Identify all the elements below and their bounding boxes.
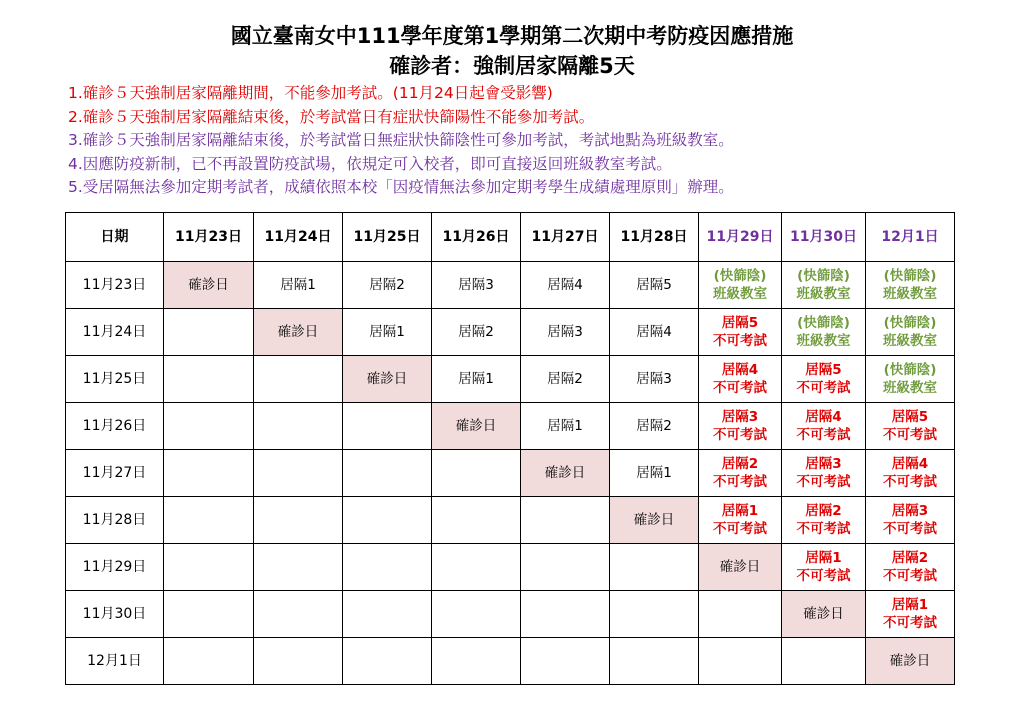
quarantine-day-cell: 居隔4: [610, 309, 699, 356]
empty-cell: [343, 638, 432, 685]
cell-status-line: 居隔5: [805, 362, 842, 378]
empty-cell: [164, 403, 254, 450]
table-corner-header: 日期: [66, 213, 164, 262]
empty-cell: [432, 450, 521, 497]
column-header: 11月26日: [432, 213, 521, 262]
cell-status-line: 居隔1: [805, 550, 842, 566]
empty-cell: [610, 638, 699, 685]
quarantine-day-cell: 居隔1: [521, 403, 610, 450]
cell-result-line: 不可考試: [713, 380, 767, 396]
column-header: 11月24日: [254, 213, 343, 262]
empty-cell: [432, 497, 521, 544]
cell-status-line: 居隔3: [721, 409, 759, 425]
empty-cell: [254, 497, 343, 544]
quarantine-day-cell: 居隔2: [432, 309, 521, 356]
cell-status-line: (快篩陰): [797, 268, 850, 284]
row-date-label: 11月30日: [66, 591, 164, 638]
column-header: 11月25日: [343, 213, 432, 262]
cell-result-line: 不可考試: [883, 521, 937, 537]
cell-status-line: 居隔2: [721, 456, 759, 472]
no-exam-cell: [866, 497, 955, 544]
empty-cell: [343, 497, 432, 544]
cell-result-line: 班級教室: [883, 333, 937, 349]
quarantine-day-cell: 居隔3: [521, 309, 610, 356]
diagnosis-day-cell: 確診日: [343, 356, 432, 403]
notes-list: [68, 82, 1008, 200]
no-exam-cell: [782, 356, 866, 403]
empty-cell: [432, 638, 521, 685]
classroom-exam-cell: [866, 262, 955, 309]
empty-cell: [164, 450, 254, 497]
table-row: [66, 544, 955, 591]
cell-status-line: 居隔2: [891, 550, 929, 566]
no-exam-cell: [782, 403, 866, 450]
row-date-label: 11月23日: [66, 262, 164, 309]
empty-cell: [164, 497, 254, 544]
note-1: 1.確診５天強制居家隔離期間，不能參加考試。(11月24日起會受影響): [68, 84, 553, 102]
quarantine-day-cell: 居隔2: [610, 403, 699, 450]
cell-status-line: (快篩陰): [713, 268, 767, 284]
diagnosis-day-cell: 確診日: [254, 309, 343, 356]
empty-cell: [164, 356, 254, 403]
cell-result-line: 不可考試: [796, 427, 851, 443]
cell-result-line: 不可考試: [713, 333, 767, 349]
table-row: [66, 591, 955, 638]
classroom-exam-cell: [866, 309, 955, 356]
no-exam-cell: [699, 497, 782, 544]
quarantine-day-cell: 居隔1: [432, 356, 521, 403]
empty-cell: [699, 591, 782, 638]
diagnosis-day-cell: 確診日: [610, 497, 699, 544]
column-header: 11月30日: [782, 213, 866, 262]
cell-status-line: 居隔4: [891, 456, 929, 472]
row-date-label: 11月29日: [66, 544, 164, 591]
column-header: 11月29日: [699, 213, 782, 262]
cell-status-line: 居隔5: [891, 409, 929, 425]
empty-cell: [521, 497, 610, 544]
table-header-row: [66, 213, 955, 262]
cell-status-line: 居隔5: [721, 315, 759, 331]
empty-cell: [164, 544, 254, 591]
row-date-label: 11月26日: [66, 403, 164, 450]
empty-cell: [432, 591, 521, 638]
table-row: [66, 403, 955, 450]
no-exam-cell: [699, 450, 782, 497]
diagnosis-day-cell: 確診日: [866, 638, 955, 685]
empty-cell: [164, 638, 254, 685]
cell-status-line: (快篩陰): [883, 315, 937, 331]
classroom-exam-cell: [782, 262, 866, 309]
note-3: 3.確診５天強制居家隔離結束後，於考試當日無症狀快篩陰性可參加考試，考試地點為班級教室。: [68, 131, 734, 149]
note-2: 2.確診５天強制居家隔離結束後，於考試當日有症狀快篩陽性不能參加考試。: [68, 107, 595, 126]
cell-status-line: 居隔4: [721, 362, 759, 378]
cell-result-line: 不可考試: [796, 474, 851, 490]
diagnosis-day-cell: 確診日: [432, 403, 521, 450]
empty-cell: [610, 591, 699, 638]
cell-status-line: (快篩陰): [883, 362, 937, 378]
no-exam-cell: [866, 544, 955, 591]
cell-status-line: 居隔3: [805, 456, 842, 472]
row-date-label: 11月24日: [66, 309, 164, 356]
table-row: [66, 262, 955, 309]
no-exam-cell: [699, 403, 782, 450]
empty-cell: [432, 544, 521, 591]
cell-result-line: 不可考試: [796, 568, 851, 584]
column-header: 11月23日: [164, 213, 254, 262]
column-header: 11月27日: [521, 213, 610, 262]
cell-result-line: 班級教室: [713, 286, 767, 302]
empty-cell: [699, 638, 782, 685]
empty-cell: [343, 450, 432, 497]
quarantine-day-cell: 居隔2: [521, 356, 610, 403]
no-exam-cell: [866, 591, 955, 638]
empty-cell: [343, 544, 432, 591]
row-date-label: 11月28日: [66, 497, 164, 544]
column-header: 12月1日: [866, 213, 955, 262]
classroom-exam-cell: [699, 262, 782, 309]
cell-result-line: 不可考試: [796, 521, 851, 537]
no-exam-cell: [782, 497, 866, 544]
empty-cell: [254, 591, 343, 638]
empty-cell: [254, 450, 343, 497]
cell-result-line: 不可考試: [883, 474, 937, 490]
empty-cell: [521, 638, 610, 685]
no-exam-cell: [866, 403, 955, 450]
empty-cell: [343, 591, 432, 638]
cell-status-line: (快篩陰): [797, 315, 850, 331]
empty-cell: [254, 356, 343, 403]
quarantine-day-cell: 居隔3: [432, 262, 521, 309]
page-title: 國立臺南女中111學年度第1學期第二次期中考防疫因應措施: [230, 24, 794, 48]
cell-result-line: 班級教室: [883, 380, 937, 396]
row-date-label: 11月25日: [66, 356, 164, 403]
cell-result-line: 班級教室: [796, 286, 851, 302]
quarantine-day-cell: 居隔4: [521, 262, 610, 309]
classroom-exam-cell: [866, 356, 955, 403]
quarantine-day-cell: 居隔2: [343, 262, 432, 309]
empty-cell: [521, 591, 610, 638]
quarantine-day-cell: 居隔3: [610, 356, 699, 403]
no-exam-cell: [782, 450, 866, 497]
row-date-label: 11月27日: [66, 450, 164, 497]
classroom-exam-cell: [782, 309, 866, 356]
cell-status-line: 居隔3: [891, 503, 929, 519]
cell-status-line: 居隔4: [805, 409, 842, 425]
note-5: 5.受居隔無法參加定期考試者，成績依照本校「因疫情無法參加定期考學生成績處理原則」辦理。: [68, 178, 734, 196]
quarantine-day-cell: 居隔5: [610, 262, 699, 309]
table-row: [66, 497, 955, 544]
diagnosis-day-cell: 確診日: [164, 262, 254, 309]
no-exam-cell: [782, 544, 866, 591]
no-exam-cell: [699, 309, 782, 356]
diagnosis-day-cell: 確診日: [699, 544, 782, 591]
cell-result-line: 班級教室: [883, 286, 937, 302]
empty-cell: [610, 544, 699, 591]
cell-result-line: 不可考試: [796, 380, 851, 396]
quarantine-day-cell: 居隔1: [343, 309, 432, 356]
table-row: [66, 309, 955, 356]
empty-cell: [343, 403, 432, 450]
cell-status-line: (快篩陰): [883, 268, 937, 284]
row-date-label: 12月1日: [66, 638, 164, 685]
empty-cell: [164, 309, 254, 356]
cell-result-line: 不可考試: [883, 615, 937, 631]
empty-cell: [164, 591, 254, 638]
cell-result-line: 不可考試: [883, 427, 937, 443]
table-row: [66, 638, 955, 685]
empty-cell: [254, 544, 343, 591]
cell-result-line: 不可考試: [713, 427, 767, 443]
quarantine-day-cell: 居隔1: [610, 450, 699, 497]
empty-cell: [254, 638, 343, 685]
cell-status-line: 居隔1: [891, 597, 929, 613]
quarantine-schedule-table: [65, 212, 955, 685]
cell-status-line: 居隔1: [721, 503, 759, 519]
empty-cell: [254, 403, 343, 450]
no-exam-cell: [866, 450, 955, 497]
table-row: [66, 356, 955, 403]
cell-result-line: 不可考試: [713, 474, 767, 490]
note-4: 4.因應防疫新制，已不再設置防疫試場，依規定可入校者，即可直接返回班級教室考試。: [68, 154, 672, 173]
quarantine-day-cell: 居隔1: [254, 262, 343, 309]
cell-status-line: 居隔2: [805, 503, 842, 519]
cell-result-line: 不可考試: [883, 568, 937, 584]
empty-cell: [521, 544, 610, 591]
diagnosis-day-cell: 確診日: [521, 450, 610, 497]
cell-result-line: 不可考試: [713, 521, 767, 537]
diagnosis-day-cell: 確診日: [782, 591, 866, 638]
table-row: [66, 450, 955, 497]
page-subtitle: 確診者：強制居家隔離5天: [389, 54, 635, 78]
empty-cell: [782, 638, 866, 685]
column-header: 11月28日: [610, 213, 699, 262]
cell-result-line: 班級教室: [796, 333, 851, 349]
no-exam-cell: [699, 356, 782, 403]
